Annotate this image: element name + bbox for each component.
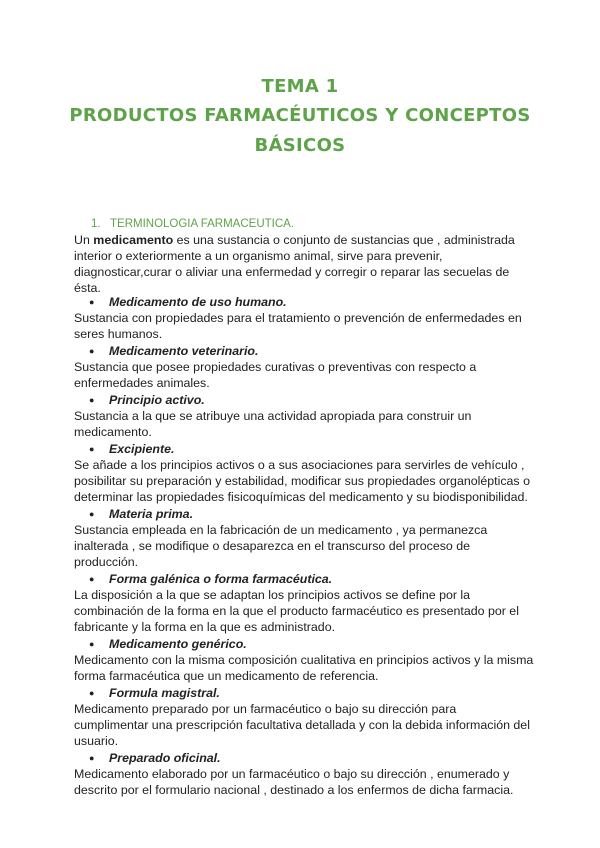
- term-heading: [74, 636, 534, 652]
- term-heading: [74, 571, 534, 587]
- page-title-line2: PRODUCTOS FARMACÉUTICOS Y CONCEPTOS: [69, 105, 531, 126]
- term-heading: [74, 506, 534, 522]
- term-definition: Sustancia que posee propiedades curativas o preventivas con respecto a enfermedades animales.: [74, 360, 477, 390]
- term-heading: [74, 392, 534, 408]
- term-title: Medicamento de uso humano.: [109, 295, 287, 309]
- section-number: 1.: [91, 218, 101, 230]
- term-title: Medicamento veterinario.: [109, 344, 259, 358]
- term-title: Medicamento genérico.: [109, 637, 247, 651]
- term-heading: [74, 750, 534, 766]
- term-title: Forma galénica o forma farmacéutica.: [109, 572, 333, 586]
- section-label: TERMINOLOGIA FARMACEUTICA.: [110, 218, 295, 230]
- page-title-line3: BÁSICOS: [254, 135, 346, 156]
- page-title-line1: TEMA 1: [261, 76, 339, 97]
- term-definition: Sustancia empleada en la fabricación de un medicamento , ya permanezca inalterada , se modifique o desaparezca en el transcurso del proceso de producción.: [74, 523, 488, 569]
- term-definition: Medicamento preparado por un farmacéutico o bajo su dirección para cumplimentar una prescripción facultativa detallada y con la debida información del usuario.: [74, 702, 530, 748]
- term-definition: Medicamento con la misma composición cualitativa en principios activos y la misma forma farmacéutica que un medicamento de referencia.: [74, 653, 534, 683]
- term-definition: La disposición a la que se adaptan los principios activos se define por la combinación de la forma en la que el producto farmacéutico es presentado por el fabricante y la forma en la que es administrado.: [74, 588, 519, 634]
- intro-text-post: es una sustancia o conjunto de sustancias que , administrada interior o exteriormente a un organismo animal, sirve para prevenir, diagnosticar,curar o aliviar una enfermedad y corregir o reparar las secuelas de ésta.: [74, 233, 515, 295]
- intro-keyword: medicamento: [93, 233, 174, 247]
- bullet-icon: ●: [89, 444, 95, 454]
- term-definition: Se añade a los principios activos o a sus asociaciones para servirles de vehículo , posibilitar su preparación y estabilidad, modificar sus propiedades organolépticas o determinar las propiedades fisicoquímicas del medicamento y su biodisponibilidad.: [74, 458, 530, 504]
- bullet-icon: ●: [89, 395, 95, 405]
- intro-paragraph: [74, 232, 534, 296]
- term-heading: [74, 441, 534, 457]
- intro-text-pre: Un: [74, 233, 94, 247]
- term-title: Materia prima.: [109, 507, 194, 521]
- bullet-icon: ●: [89, 753, 95, 763]
- term-definition: Sustancia a la que se atribuye una actividad apropiada para construir un medicamento.: [74, 409, 472, 439]
- bullet-icon: ●: [89, 688, 95, 698]
- term-list: [74, 293, 534, 798]
- bullet-icon: ●: [89, 574, 95, 584]
- term-definition: Medicamento elaborado por un farmacéutico o bajo su dirección , enumerado y descrito por el formulario nacional , destinado a los enfermos de dicha farmacia.: [74, 767, 514, 797]
- term-heading: [74, 685, 534, 701]
- term-title: Excipiente.: [109, 442, 175, 456]
- bullet-icon: ●: [89, 297, 95, 307]
- term-definition: Sustancia con propiedades para el tratamiento o prevención de enfermedades en seres humanos.: [74, 311, 522, 341]
- bullet-icon: ●: [89, 346, 95, 356]
- term-title: Formula magistral.: [109, 686, 220, 700]
- section-heading: [91, 218, 294, 230]
- term-heading: [74, 343, 534, 359]
- term-title: Principio activo.: [109, 393, 205, 407]
- bullet-icon: ●: [89, 509, 95, 519]
- bullet-icon: ●: [89, 639, 95, 649]
- term-title: Preparado oficinal.: [109, 751, 221, 765]
- term-heading: [74, 294, 534, 310]
